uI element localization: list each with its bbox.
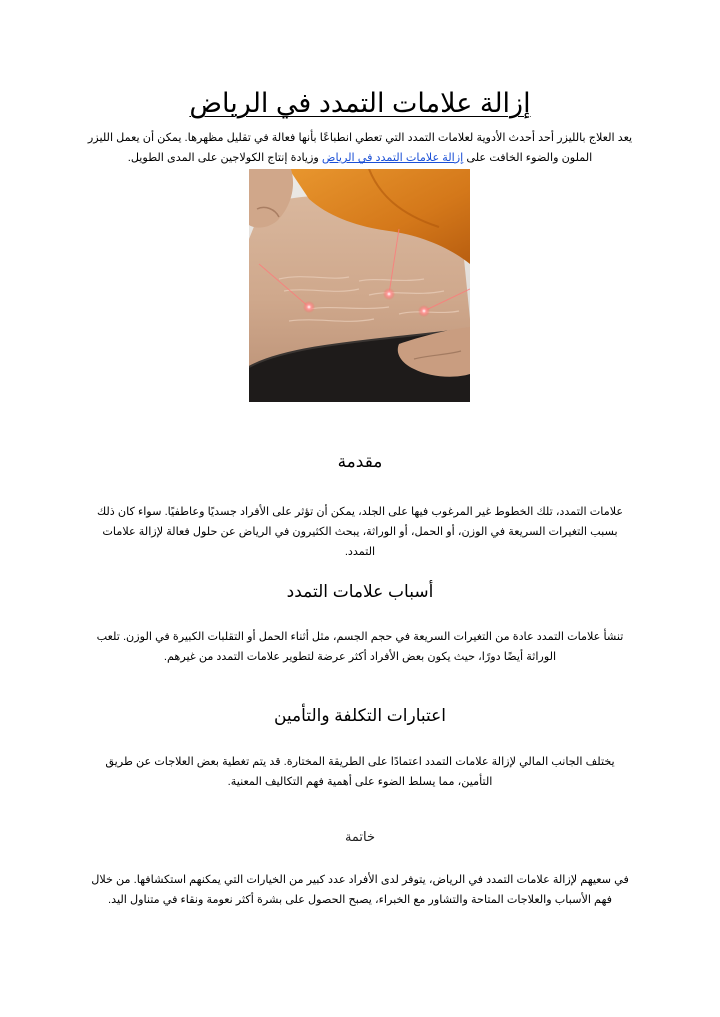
section-heading-cost-insurance: اعتبارات التكلفة والتأمين bbox=[273, 706, 447, 725]
stretch-marks-removal-link[interactable]: إزالة علامات التمدد في الرياض bbox=[321, 152, 464, 164]
intro-text-before-link: يعد العلاج بالليزر أحد أحدث الأدوية لعلامات التمدد التي تعطي انطباعًا بأنها فعالة في تقليل مظهرها. يمكن أن يعمل الليزر الملون والضوء الخافت على bbox=[87, 132, 633, 164]
section-text-conclusion: في سعيهم لإزالة علامات التمدد في الرياض، يتوفر لدى الأفراد عدد كبير من الخيارات التي يمكنهم استكشافها. من خلال فهم الأسباب والعلاجات المتاحة والتشاور مع الخبراء، يصبح الحصول على بشرة أكثر نعومة ونقاء في متناول اليد. bbox=[91, 874, 629, 906]
abdomen-laser-illustration bbox=[249, 169, 470, 402]
section-text-introduction: علامات التمدد، تلك الخطوط غير المرغوب فيها على الجلد، يمكن أن تؤثر على الأفراد جسديًا وعاطفيًا. سواء كان ذلك بسبب التغيرات السريعة في الوزن، أو الحمل، أو الوراثة، يبحث الكثيرون في الرياض عن حلول فعالة لإزالة علامات التمدد. bbox=[96, 506, 624, 558]
section-heading-conclusion: خاتمة bbox=[344, 829, 376, 844]
section-text-cost-insurance: يختلف الجانب المالي لإزالة علامات التمدد اعتمادًا على الطريقة المختارة. قد يتم تغطية بعض العلاجات عن طريق التأمين، مما يسلط الضوء على أهمية فهم التكاليف المعنية. bbox=[105, 756, 615, 788]
intro-paragraph bbox=[84, 128, 636, 168]
stretch-marks-photo bbox=[249, 169, 470, 402]
page-title: إزالة علامات التمدد في الرياض bbox=[189, 88, 531, 118]
section-heading-causes: أسباب علامات التمدد bbox=[286, 582, 434, 601]
section-heading-introduction: مقدمة bbox=[337, 452, 383, 471]
intro-text-after-link: وزيادة إنتاج الكولاجين على المدى الطويل. bbox=[127, 152, 322, 164]
section-text-causes: تنشأ علامات التمدد عادة من التغيرات السريعة في حجم الجسم، مثل أثناء الحمل أو التقلبات الكبيرة في الوزن. تلعب الوراثة أيضًا دورًا، حيث يكون بعض الأفراد أكثر عرضة لتطوير علامات التمدد من غيرهم. bbox=[96, 631, 624, 663]
